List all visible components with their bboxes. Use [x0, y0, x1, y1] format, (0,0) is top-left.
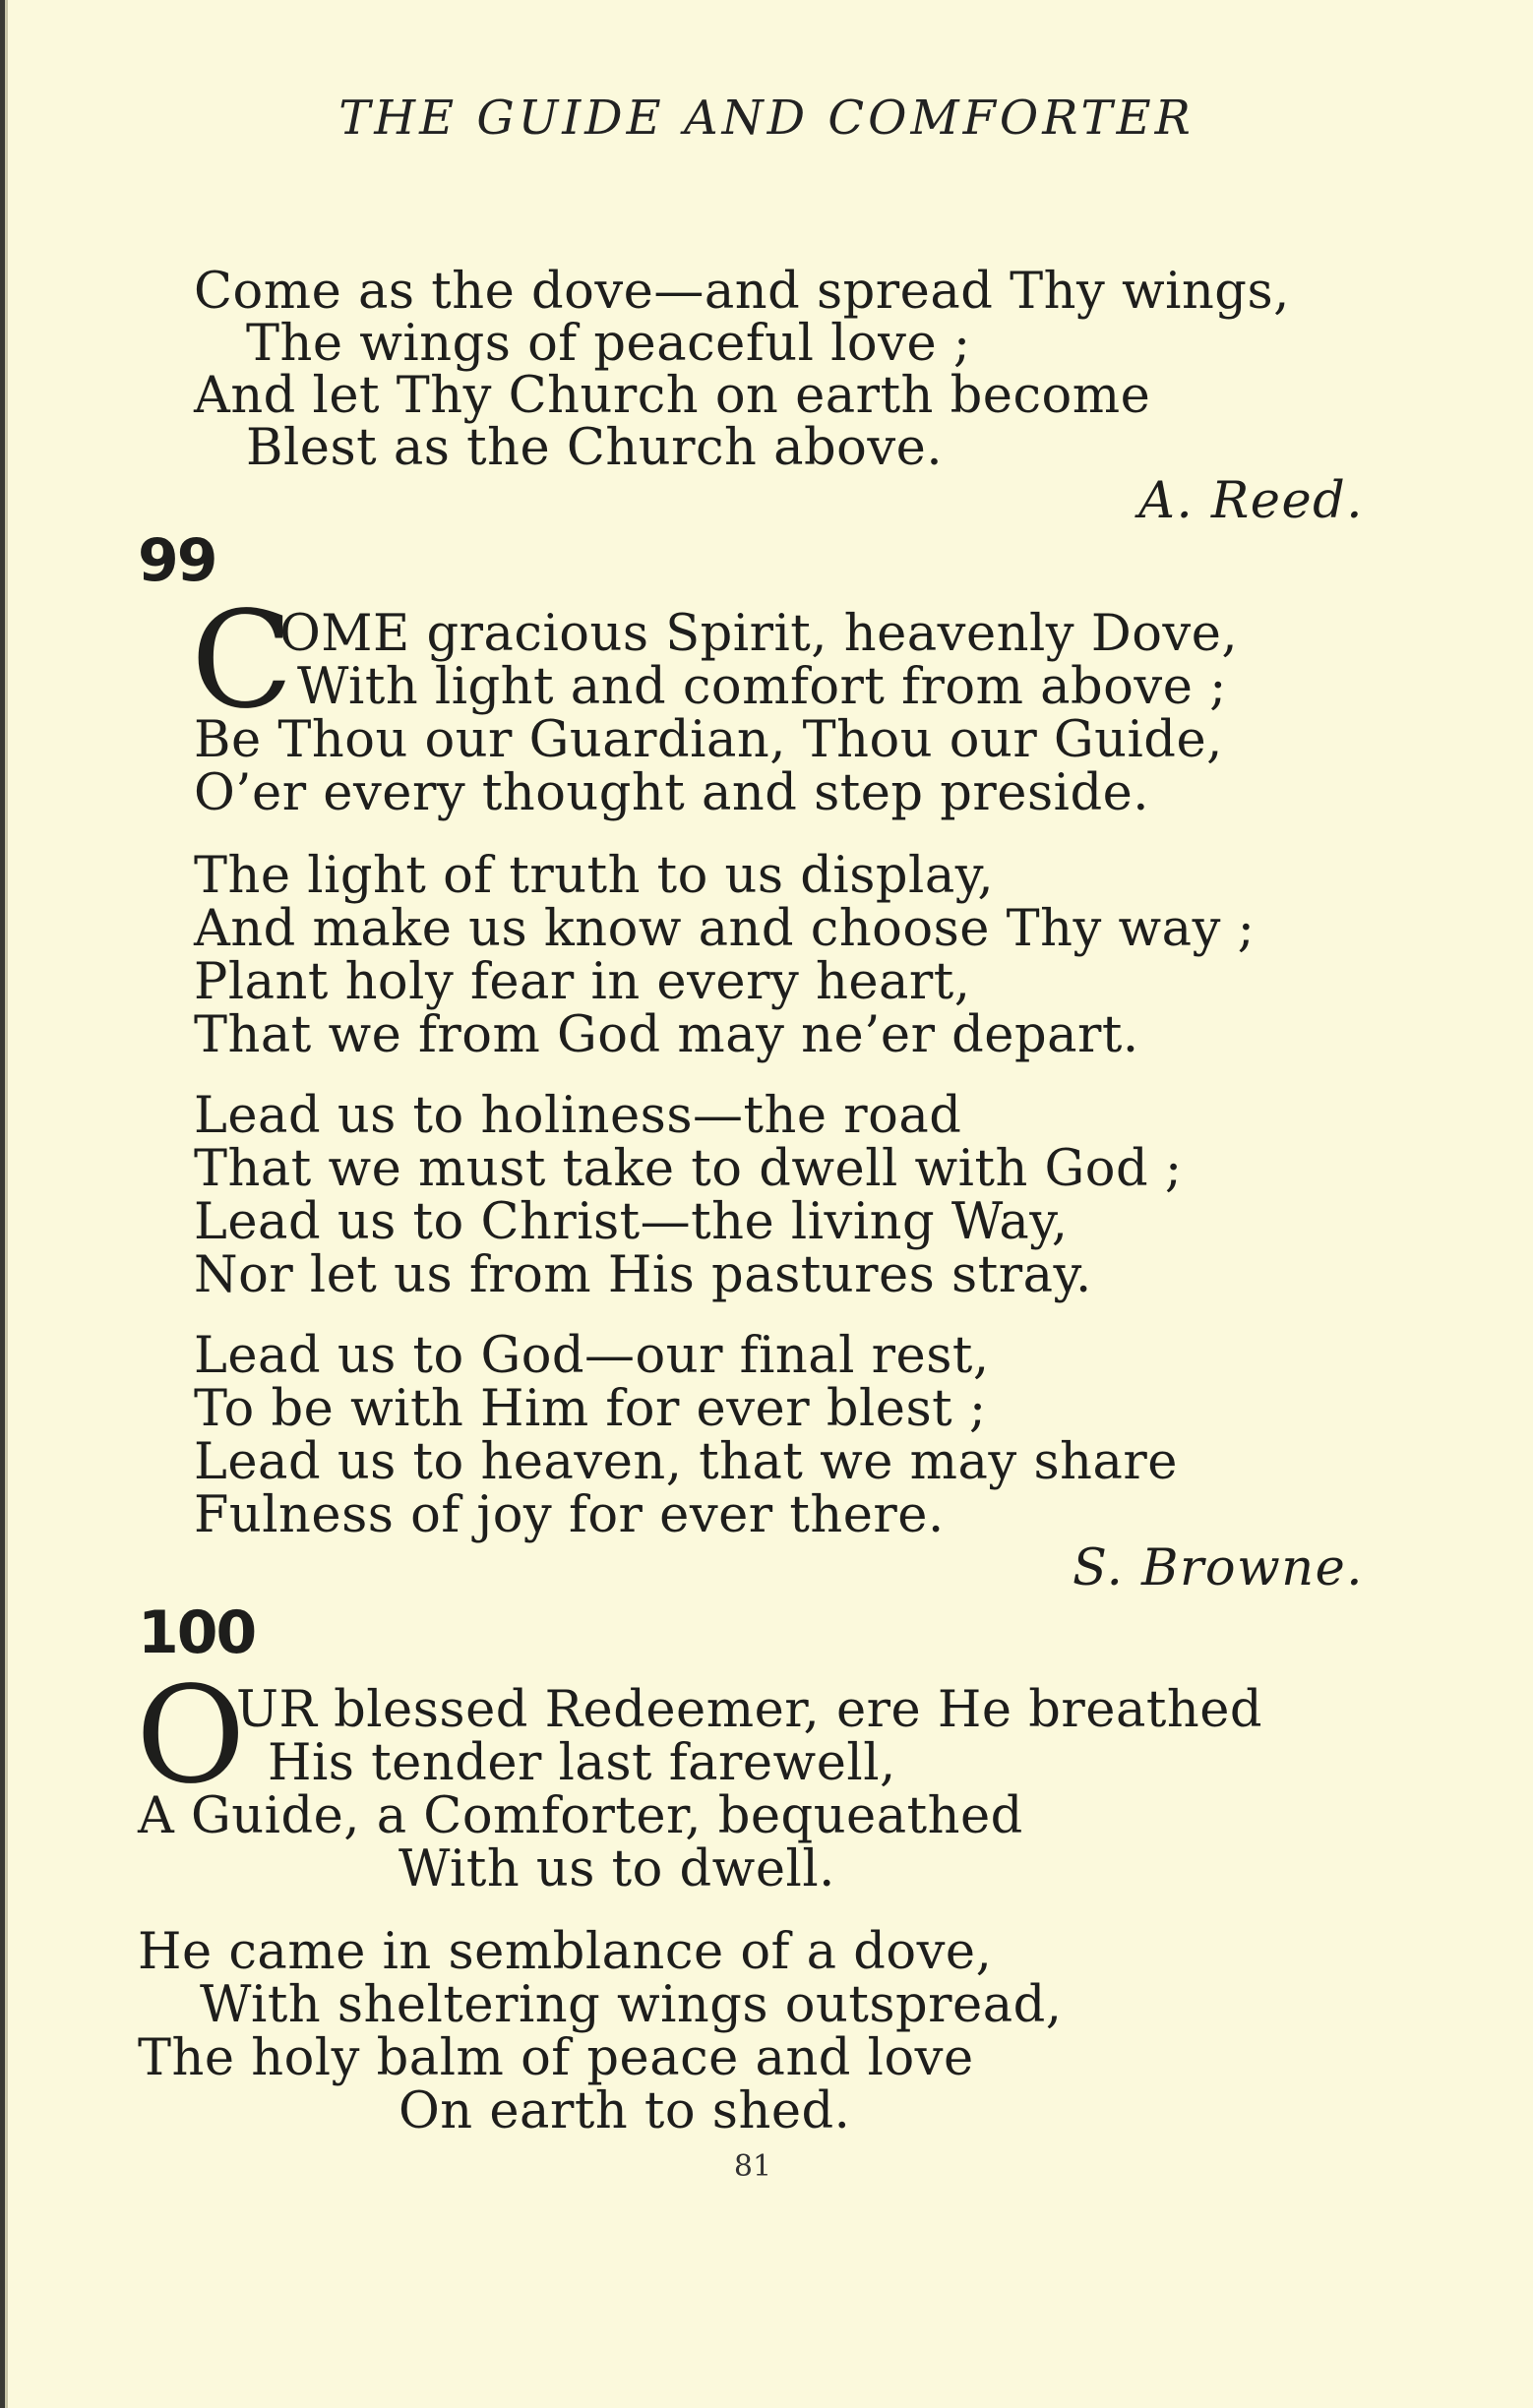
hymn-number: 100: [138, 1598, 256, 1667]
verse-line: His tender last farewell,: [268, 1734, 896, 1792]
verse-line: And let Thy Church on earth become: [194, 367, 1151, 425]
verse-line: Plant holy fear in every heart,: [194, 953, 971, 1011]
verse-line: And make us know and choose Thy way ;: [194, 900, 1256, 958]
hymn-author: S. Browne.: [1073, 1539, 1364, 1597]
verse-line: O’er every thought and step preside.: [194, 764, 1150, 822]
verse-line: Be Thou our Guardian, Thou our Guide,: [194, 711, 1223, 769]
verse-line: With us to dwell.: [399, 1840, 835, 1898]
hymn-number: 99: [138, 526, 216, 595]
verse-line: On earth to shed.: [399, 2082, 851, 2140]
page-number: 81: [733, 2149, 772, 2184]
verse-line: Lead us to holiness—the road: [194, 1087, 962, 1145]
verse-line: OME gracious Spirit, heavenly Dove,: [279, 605, 1239, 663]
verse-line: A Guide, a Comforter, bequeathed: [138, 1787, 1023, 1845]
verse-line: Fulness of joy for ever there.: [194, 1486, 945, 1544]
verse-line: Lead us to God—our final rest,: [194, 1327, 990, 1385]
verse-line: To be with Him for ever blest ;: [194, 1380, 987, 1438]
verse-line: UR blessed Redeemer, ere He breathed: [236, 1681, 1263, 1739]
verse-line: Lead us to heaven, that we may share: [194, 1433, 1178, 1491]
verse-line: With light and comfort from above ;: [297, 658, 1227, 716]
drop-cap: O: [136, 1658, 246, 1814]
verse-line: Blest as the Church above.: [246, 419, 944, 477]
page-spine-edge: [0, 0, 14, 2408]
verse-line: The wings of peaceful love ;: [246, 315, 971, 373]
verse-line: With sheltering wings outspread,: [200, 1976, 1063, 2034]
verse-line: The light of truth to us display,: [194, 847, 995, 905]
verse-line: Nor let us from His pastures stray.: [194, 1246, 1092, 1304]
running-head: THE GUIDE AND COMFORTER: [338, 90, 1195, 146]
verse-line: Lead us to Christ—the living Way,: [194, 1193, 1069, 1251]
verse-line: That we must take to dwell with God ;: [194, 1140, 1183, 1198]
hymn-author: A. Reed.: [1138, 472, 1364, 530]
verse-line: That we from God may ne’er depart.: [194, 1006, 1139, 1064]
verse-line: The holy balm of peace and love: [138, 2029, 974, 2087]
verse-line: He came in semblance of a dove,: [138, 1923, 993, 1981]
drop-cap: C: [191, 583, 294, 739]
verse-line: Come as the dove—and spread Thy wings,: [194, 263, 1290, 321]
